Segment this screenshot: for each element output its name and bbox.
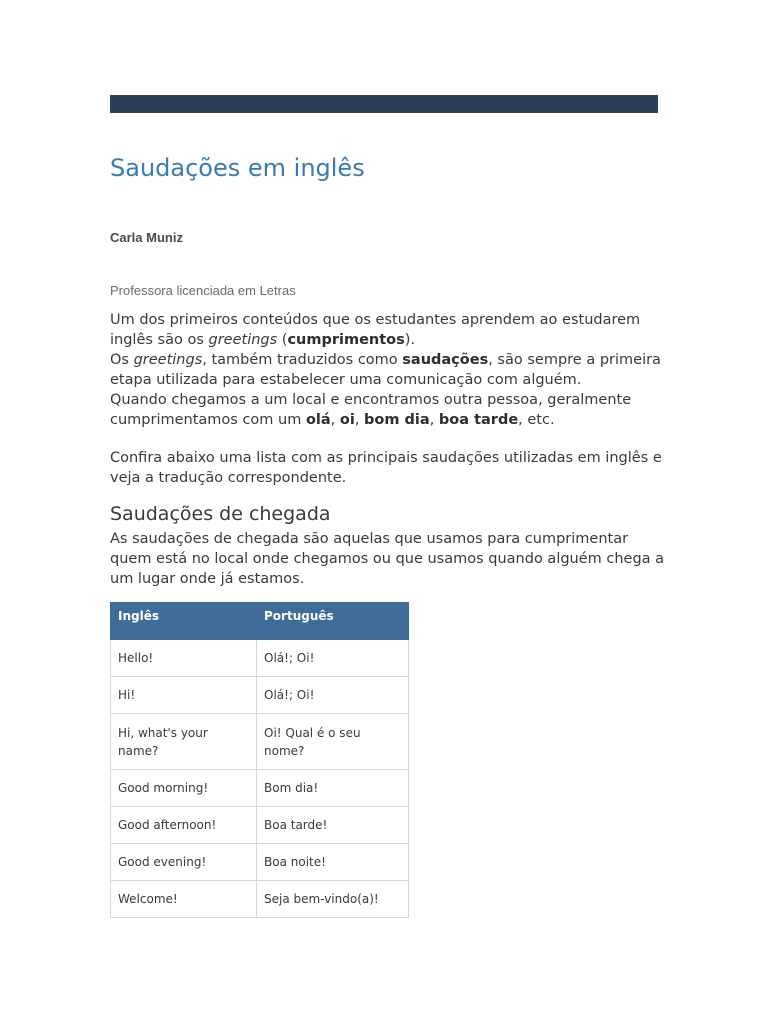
table-row	[111, 677, 409, 714]
cell-portuguese: Bom dia!	[257, 770, 409, 807]
section-title: Saudações de chegada	[110, 503, 331, 525]
header-bar	[110, 95, 658, 113]
table-row	[111, 640, 409, 677]
bold-ola: olá	[305, 412, 331, 428]
table-row	[111, 844, 409, 881]
table-row	[111, 807, 409, 844]
text-fragment: ,	[354, 412, 365, 428]
cell-english: Hello!	[111, 640, 257, 677]
cell-english: Hi!	[111, 677, 257, 714]
text-fragment: , também traduzidos como	[202, 352, 403, 368]
greetings-table	[110, 602, 409, 918]
text-fragment: , etc.	[518, 412, 555, 428]
article-body	[110, 310, 665, 589]
table-row	[111, 714, 409, 770]
emphasis-greetings: greetings	[133, 352, 203, 368]
text-fragment: ,	[429, 412, 439, 428]
text-fragment: Quando chegamos a um local e encontramos outra pessoa, geralmente cumprimentamos com um	[110, 392, 632, 428]
cell-portuguese: Seja bem-vindo(a)!	[257, 881, 409, 918]
cell-portuguese: Boa tarde!	[257, 807, 409, 844]
bold-boa-tarde: boa tarde	[438, 412, 519, 428]
intro-paragraph-2	[110, 350, 665, 390]
text-fragment: ).	[404, 332, 416, 348]
cell-portuguese: Boa noite!	[257, 844, 409, 881]
column-header-english: Inglês	[111, 603, 257, 640]
author-role: Professora licenciada em Letras	[110, 283, 296, 298]
text-fragment: Os	[110, 352, 134, 368]
section-paragraph: As saudações de chegada são aquelas que usamos para cumprimentar quem está no local onde chegamos ou que usamos quando alguém chega a um lugar onde já estamos.	[110, 531, 665, 587]
table-header-row	[111, 603, 409, 640]
text-fragment: ,	[330, 412, 340, 428]
intro-paragraph-1	[110, 310, 665, 350]
bold-bom-dia: bom dia	[364, 412, 430, 428]
emphasis-greetings: greetings	[208, 332, 278, 348]
cell-english: Welcome!	[111, 881, 257, 918]
cell-english: Good evening!	[111, 844, 257, 881]
text-fragment: Um dos primeiros conteúdos que os estudantes aprendem ao estudarem inglês são os	[110, 312, 641, 348]
bold-saudacoes: saudações	[402, 352, 489, 368]
cell-portuguese: Olá!; Oi!	[257, 677, 409, 714]
column-header-portuguese: Português	[257, 603, 409, 640]
text-fragment: (	[277, 332, 288, 348]
bold-cumprimentos: cumprimentos	[287, 332, 405, 348]
cell-portuguese: Olá!; Oi!	[257, 640, 409, 677]
page-title: Saudações em inglês	[110, 154, 365, 182]
table-row	[111, 770, 409, 807]
cell-english: Good morning!	[111, 770, 257, 807]
bold-oi: oi	[339, 412, 355, 428]
text-fragment: , são sempre a primeira etapa utilizada para estabelecer uma comunicação com alguém.	[110, 352, 661, 388]
cell-english: Hi, what's your name?	[111, 714, 257, 770]
cell-portuguese: Oi! Qual é o seu nome?	[257, 714, 409, 770]
cell-english: Good afternoon!	[111, 807, 257, 844]
intro-paragraph-3	[110, 390, 665, 430]
intro-paragraph-4: Confira abaixo uma lista com as principais saudações utilizadas em inglês e veja a tradução correspondente.	[110, 450, 662, 486]
author-name: Carla Muniz	[110, 230, 183, 245]
table-row	[111, 881, 409, 918]
